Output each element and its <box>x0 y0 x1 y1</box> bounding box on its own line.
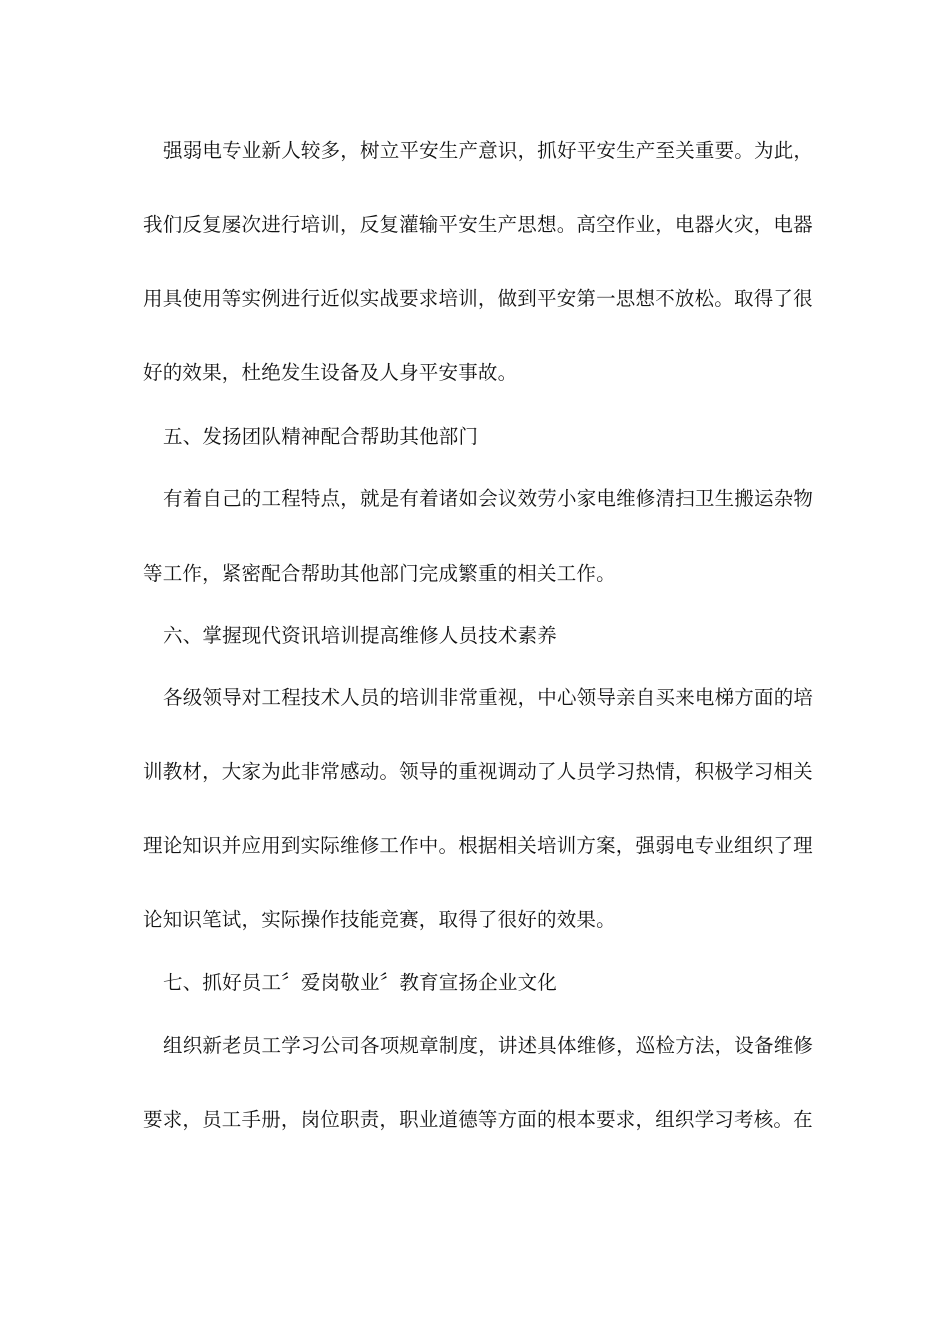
paragraph-line: 强弱电专业新人较多，树立平安生产意识，抓好平安生产至关重要。为此， <box>163 139 814 162</box>
section-heading: 五、发扬团队精神配合帮助其他部门 <box>163 425 479 448</box>
paragraph-line: 我们反复屡次进行培训，反复灌输平安生产思想。高空作业，电器火灾，电器 <box>143 213 813 236</box>
paragraph-line: 理论知识并应用到实际维修工作中。根据相关培训方案，强弱电专业组织了理 <box>143 834 813 857</box>
paragraph-line: 有着自己的工程特点，就是有着诸如会议效劳小家电维修清扫卫生搬运杂物 <box>163 487 814 510</box>
paragraph-line: 好的效果，杜绝发生设备及人身平安事故。 <box>143 361 518 384</box>
section-heading: 六、掌握现代资讯培训提高维修人员技术素养 <box>163 624 558 647</box>
paragraph-line: 各级领导对工程技术人员的培训非常重视，中心领导亲自买来电梯方面的培 <box>163 686 814 709</box>
paragraph-line: 用具使用等实例进行近似实战要求培训，做到平安第一思想不放松。取得了很 <box>143 287 813 310</box>
section-heading: 七、抓好员工〞爱岗敬业〞教育宣扬企业文化 <box>163 971 558 994</box>
paragraph-line: 训教材，大家为此非常感动。领导的重视调动了人员学习热情，积极学习相关 <box>143 760 813 783</box>
paragraph-line: 等工作，紧密配合帮助其他部门完成繁重的相关工作。 <box>143 562 616 585</box>
paragraph-line: 论知识笔试，实际操作技能竞赛，取得了很好的效果。 <box>143 908 616 931</box>
paragraph-line: 组织新老员工学习公司各项规章制度，讲述具体维修，巡检方法，设备维修 <box>163 1034 814 1057</box>
paragraph-line: 要求，员工手册，岗位职责，职业道德等方面的根本要求，组织学习考核。在 <box>143 1108 813 1131</box>
